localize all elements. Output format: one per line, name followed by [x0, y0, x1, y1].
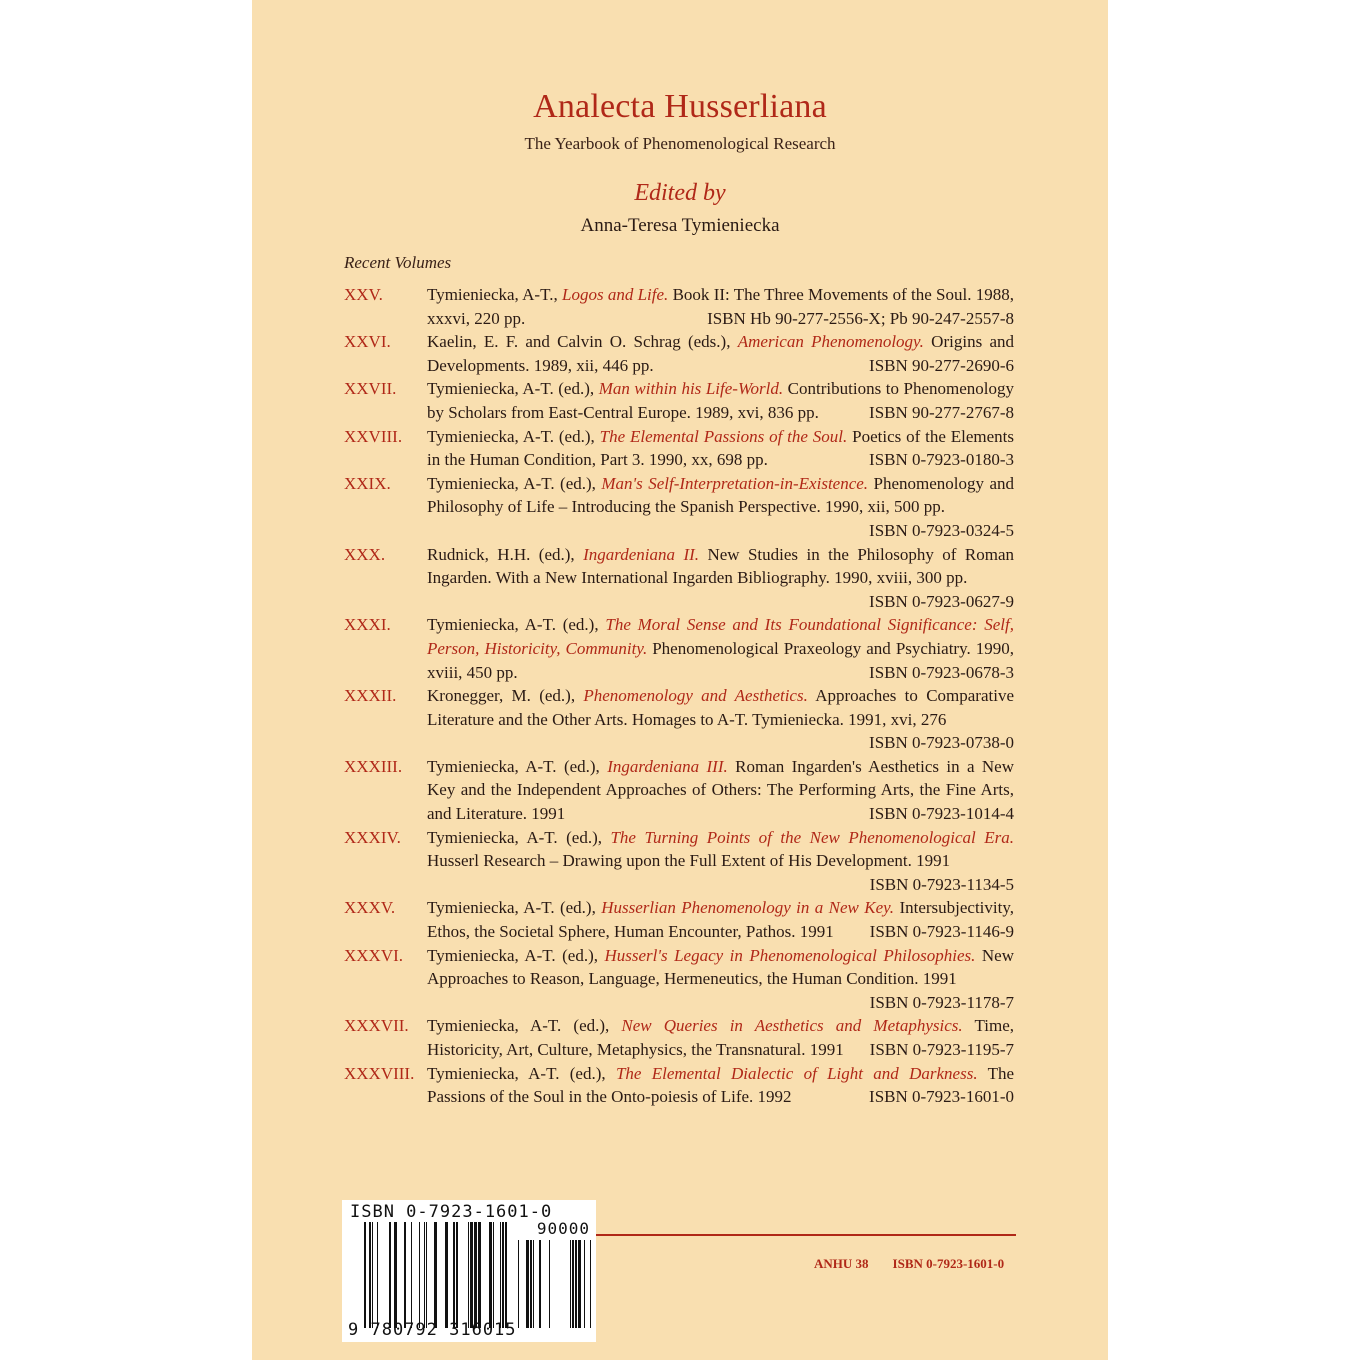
- barcode-addon-text: 90000: [536, 1219, 590, 1238]
- footer-rule: [596, 1234, 1016, 1236]
- barcode-bar: [505, 1222, 507, 1328]
- volume-details: New Studies in the Philosophy of Roman Ingarden. With a New International Ingarden Bibliography. 1990, xviii, 300 pp.: [427, 544, 1014, 588]
- volume-details: Husserl Research – Drawing upon the Full Extent of His Development. 1991: [427, 851, 951, 871]
- volume-entry: [344, 755, 1016, 826]
- volume-description: [427, 684, 1014, 755]
- barcode-bar: [530, 1240, 532, 1328]
- edited-by-label: Edited by: [634, 180, 726, 206]
- series-code: ANHU 38: [814, 1256, 869, 1271]
- volume-entry: [344, 377, 1016, 424]
- volume-author: Tymieniecka, A-T. (ed.),: [427, 1016, 622, 1036]
- volume-title: Logos and Life.: [561, 285, 669, 304]
- volume-isbn: ISBN 90-277-2690-6: [869, 355, 1014, 375]
- volume-details: Approaches to Comparative Literature and the Other Arts. Homages to A-T. Tymieniecka. 1991, xvi, 276: [427, 686, 1014, 729]
- barcode-bar: [419, 1222, 420, 1328]
- volume-author: Tymieniecka, A-T. (ed.),: [427, 426, 600, 446]
- volume-description: [427, 377, 1014, 424]
- volume-description: [427, 425, 1014, 472]
- barcode-bar: [572, 1240, 574, 1328]
- volume-details: Phenomenology and Philosophy of Life – Introducing the Spanish Perspective. 1990, xii, 500 pp.: [427, 473, 1014, 517]
- barcode-bar: [364, 1222, 366, 1328]
- volume-title: New Queries in Aesthetics and Metaphysics.: [621, 1016, 963, 1036]
- barcode-bar: [394, 1222, 397, 1328]
- volume-details: The Passions of the Soul in the Onto-poiesis of Life. 1992: [427, 1063, 1015, 1107]
- barcode-bar: [539, 1240, 541, 1328]
- volume-number: XXVI.: [344, 332, 391, 352]
- volume-author: Tymieniecka, A-T.,: [427, 285, 562, 304]
- barcode-bar: [389, 1222, 391, 1328]
- volume-author: Rudnick, H.H. (ed.),: [427, 544, 584, 564]
- volume-author: Tymieniecka, A-T. (ed.),: [427, 827, 611, 847]
- volume-entry: [344, 543, 1016, 614]
- volume-description: [427, 1062, 1014, 1109]
- volume-author: Tymieniecka, A-T. (ed.),: [427, 379, 599, 399]
- volume-description: [427, 826, 1014, 897]
- volume-title: Husserl's Legacy in Phenomenological Philosophies.: [604, 945, 976, 965]
- volume-number: XXXVII.: [344, 1016, 409, 1036]
- volume-description: [427, 896, 1014, 943]
- barcode-bar: [533, 1240, 534, 1328]
- volume-author: Tymieniecka, A-T. (ed.),: [427, 615, 606, 635]
- barcode-bar: [411, 1222, 412, 1328]
- volume-details: Time, Historicity, Art, Culture, Metaphysics, the Transnatural. 1991: [427, 1016, 1015, 1059]
- series-title: Analecta Husserliana: [533, 88, 827, 125]
- barcode-bar: [372, 1222, 373, 1328]
- volume-author: Tymieniecka, A-T. (ed.),: [427, 945, 605, 965]
- isbn-barcode: [342, 1200, 596, 1342]
- volume-author: Tymieniecka, A-T. (ed.),: [427, 898, 602, 918]
- barcode-bar: [478, 1222, 481, 1328]
- volume-isbn: ISBN 0-7923-1146-9: [869, 922, 1014, 942]
- volume-entry: [344, 613, 1016, 684]
- volume-entry: [344, 425, 1016, 472]
- volume-details: New Approaches to Reason, Language, Hermeneutics, the Human Condition. 1991: [427, 945, 1014, 989]
- volume-isbn: ISBN 0-7923-0678-3: [869, 662, 1014, 682]
- barcode-bar: [470, 1222, 473, 1328]
- volume-list: [344, 283, 1016, 1109]
- volume-details: Roman Ingarden's Aesthetics in a New Key and the Independent Approaches of Others: The Performing Arts, the Fine Arts, and Literature. 1991: [427, 756, 1014, 824]
- volume-number: XXXIV.: [344, 827, 401, 847]
- volume-details: Intersubjectivity, Ethos, the Societal Sphere, Human Encounter, Pathos. 1991: [427, 898, 1015, 942]
- volume-author: Tymieniecka, A-T. (ed.),: [427, 756, 608, 776]
- volume-number: XXIX.: [344, 473, 391, 493]
- volume-description: [427, 283, 1014, 330]
- volume-number: XXV.: [344, 285, 383, 304]
- volume-title: The Elemental Passions of the Soul.: [599, 426, 848, 446]
- volume-entry: [344, 944, 1016, 1015]
- volume-entry: [344, 472, 1016, 543]
- volume-number: XXXV.: [344, 898, 396, 918]
- barcode-bar: [578, 1240, 581, 1328]
- barcode-bar: [445, 1222, 448, 1328]
- barcode-bar: [590, 1240, 591, 1328]
- volume-title: American Phenomenology.: [737, 332, 924, 352]
- volume-title: Man's Self-Interpretation-in-Existence.: [601, 473, 869, 493]
- volume-title: The Moral Sense and Its Foundational Significance: Self, Person, Historicity, Community.: [427, 615, 1014, 658]
- volume-isbn: ISBN Hb 90-277-2556-X; Pb 90-247-2557-8: [707, 308, 1014, 328]
- barcode-bar: [493, 1222, 494, 1328]
- volume-entry: [344, 896, 1016, 943]
- barcode-bar: [575, 1240, 577, 1328]
- recent-volumes-label: Recent Volumes: [344, 253, 452, 272]
- volume-number: XXXI.: [344, 615, 391, 635]
- volume-number: XXVII.: [344, 379, 397, 399]
- volume-title: Man within his Life-World.: [598, 379, 784, 399]
- volume-description: [427, 755, 1014, 826]
- editor-name: Anna-Teresa Tymieniecka: [580, 215, 780, 236]
- volume-isbn: ISBN 90-277-2767-8: [869, 402, 1014, 422]
- barcode-bar: [526, 1240, 529, 1328]
- volume-number: XXX.: [344, 544, 386, 564]
- footer-isbn: ISBN 0-7923-1601-0: [892, 1256, 1005, 1271]
- barcode-bar: [489, 1222, 492, 1328]
- volume-description: [427, 1014, 1014, 1061]
- volume-description: [427, 472, 1014, 543]
- volume-entry: [344, 283, 1016, 330]
- volume-number: XXXIII.: [344, 756, 403, 776]
- volume-title: Ingardeniana II.: [583, 544, 700, 564]
- volume-title: Phenomenology and Aesthetics.: [583, 686, 808, 706]
- volume-author: Tymieniecka, A-T. (ed.),: [427, 473, 602, 493]
- volume-entry: [344, 330, 1016, 377]
- barcode-bar: [474, 1222, 477, 1328]
- volume-description: [427, 330, 1014, 377]
- volume-details: Origins and Developments. 1989, xii, 446 pp.: [427, 332, 1014, 375]
- barcode-bar: [468, 1222, 469, 1328]
- volume-entry: [344, 1062, 1016, 1109]
- volume-title: The Turning Points of the New Phenomenological Era.: [610, 827, 1015, 847]
- barcode-bar: [426, 1222, 427, 1328]
- volume-author: Tymieniecka, A-T. (ed.),: [427, 1063, 616, 1083]
- volume-entry: [344, 826, 1016, 897]
- barcode-bar: [456, 1222, 458, 1328]
- barcode-bar: [377, 1222, 378, 1328]
- volume-details: Book II: The Three Movements of the Soul. 1988, xxxvi, 220 pp.: [427, 285, 1015, 328]
- barcode-bar: [502, 1222, 504, 1328]
- barcode-bar: [584, 1240, 585, 1328]
- volume-isbn: ISBN 0-7923-0180-3: [869, 450, 1014, 470]
- volume-title: The Elemental Dialectic of Light and Darkness.: [615, 1063, 978, 1083]
- barcode-isbn-text: ISBN 0-7923-1601-0: [350, 1202, 553, 1222]
- volume-author: Kronegger, M. (ed.),: [427, 686, 584, 706]
- volume-number: XXXVIII.: [344, 1063, 415, 1083]
- volume-details: Phenomenological Praxeology and Psychiatry. 1990, xviii, 450 pp.: [427, 638, 1015, 682]
- volume-entry: [344, 1014, 1016, 1061]
- volume-number: XXXII.: [344, 686, 397, 706]
- footer-code: [814, 1256, 1028, 1272]
- volume-number: XXVIII.: [344, 426, 403, 446]
- volume-isbn: ISBN 0-7923-0738-0: [869, 733, 1014, 753]
- volume-isbn: ISBN 0-7923-1014-4: [869, 804, 1014, 824]
- volume-title: Ingardeniana III.: [607, 756, 728, 776]
- volume-details: Contributions to Phenomenology by Scholars from East-Central Europe. 1989, xvi, 836 pp.: [427, 379, 1014, 422]
- barcode-bar: [434, 1222, 437, 1328]
- volume-description: [427, 543, 1014, 614]
- volume-isbn: ISBN 0-7923-1178-7: [869, 992, 1014, 1012]
- volume-isbn: ISBN 0-7923-1195-7: [869, 1040, 1014, 1059]
- book-back-cover: [252, 0, 1108, 1360]
- volume-isbn: ISBN 0-7923-1601-0: [869, 1087, 1014, 1107]
- barcode-bar: [570, 1240, 571, 1328]
- series-subtitle: The Yearbook of Phenomenological Research: [524, 134, 836, 153]
- barcode-bar: [518, 1240, 519, 1328]
- volume-isbn: ISBN 0-7923-0627-9: [869, 591, 1014, 611]
- volume-description: [427, 944, 1014, 1015]
- volume-isbn: ISBN 0-7923-1134-5: [869, 874, 1014, 894]
- barcode-bar: [404, 1222, 406, 1328]
- volume-isbn: ISBN 0-7923-0324-5: [869, 520, 1014, 540]
- volume-title: Husserlian Phenomenology in a New Key.: [601, 898, 895, 918]
- volume-description: [427, 613, 1014, 684]
- barcode-bar: [549, 1240, 550, 1328]
- barcode-bar: [500, 1222, 501, 1328]
- volume-number: XXXVI.: [344, 945, 404, 965]
- barcode-bar: [453, 1222, 455, 1328]
- barcode-bar: [424, 1222, 425, 1328]
- barcode-ean-text: 9 780792 316015: [348, 1320, 517, 1340]
- volume-entry: [344, 684, 1016, 755]
- volume-details: Poetics of the Elements in the Human Condition, Part 3. 1990, xx, 698 pp.: [427, 426, 1014, 470]
- volume-author: Kaelin, E. F. and Calvin O. Schrag (eds.),: [427, 332, 738, 352]
- barcode-bar: [369, 1222, 371, 1328]
